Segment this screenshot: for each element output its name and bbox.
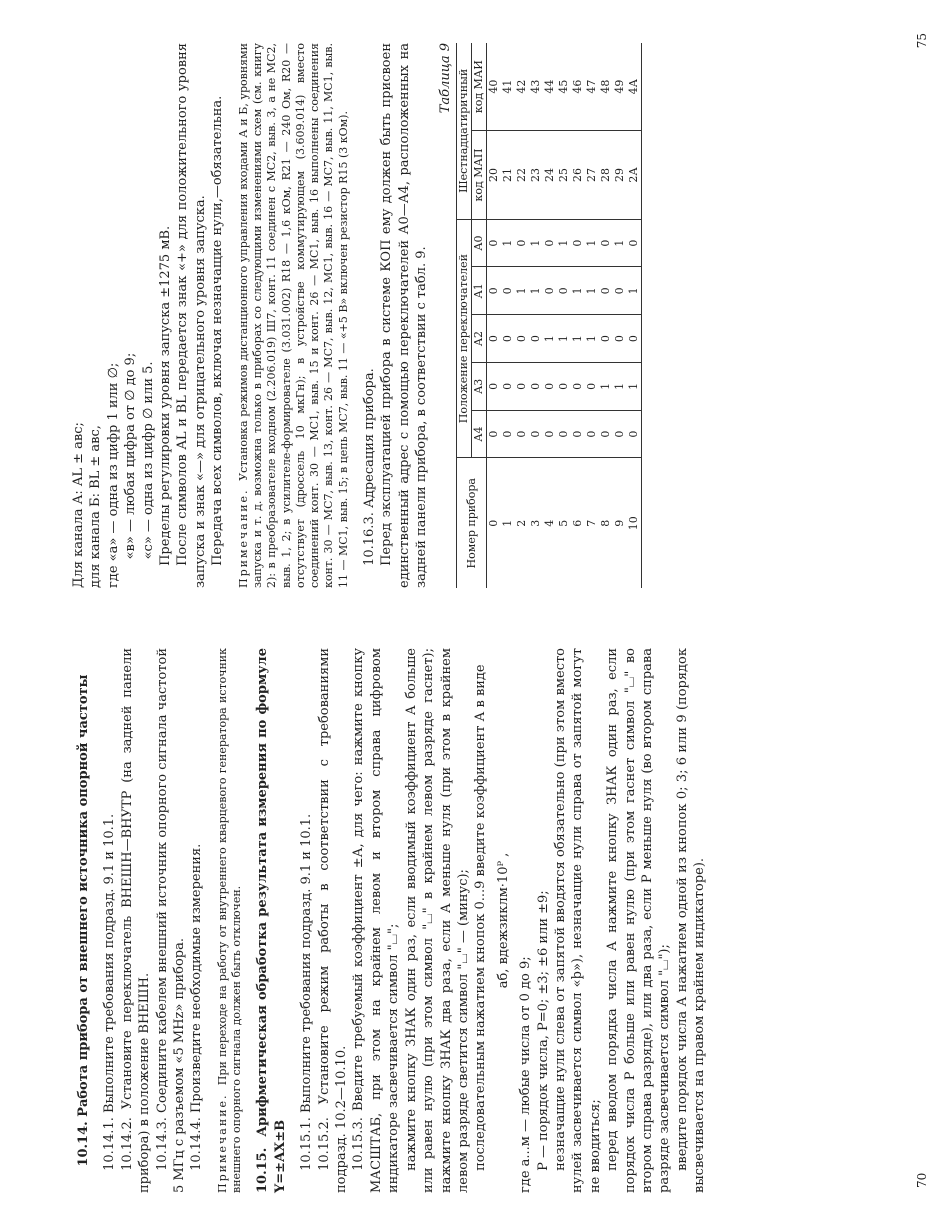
cell-a4: 0 (557, 410, 571, 458)
table-caption: Таблица 9 (437, 43, 453, 114)
header-mai-code: код МАИ (472, 43, 487, 131)
cell-a2: 0 (613, 315, 627, 363)
cell-a2: 1 (585, 315, 599, 363)
paragraph-10-15-3: 10.15.3. Введите требуемый коэффициент ±А, для чего: нажмите кнопку МАСШТАБ, при этом на крайнем левом и втором справа цифровом индикаторе засвечивается символ "⌴"; (351, 648, 402, 1193)
cell-a3: 0 (543, 362, 557, 410)
table-row (585, 43, 599, 588)
cell-mai-code: 47 (585, 43, 599, 131)
cell-a4: 0 (613, 410, 627, 458)
cell-a3: 0 (571, 362, 585, 410)
cell-device-number: 1 (500, 519, 514, 527)
cell-a3: 0 (515, 362, 529, 410)
cell-device-number: 10 (627, 458, 641, 588)
cell-a2: 0 (515, 315, 529, 363)
paragraph-10-15-7: Р — порядок числа, Р=0; ±3; ±6 или ±9; (535, 890, 551, 1171)
section-10-15-title: Арифметическая обработка результата измерения по формуле Y=±AX±B (255, 648, 288, 1193)
right-page-text (70, 43, 642, 588)
cell-mai-code: 42 (515, 43, 529, 131)
cell-a0: 1 (557, 219, 571, 267)
cell-a2: 0 (501, 315, 515, 363)
paragraph-10-14-2: 10.14.2. Установите переключатель ВНЕШН—ВНУТР (на задней панели прибора) в положение ВНЕШН. (119, 648, 153, 1193)
paragraph-level-limits: Пределы регулировки уровня запуска ±1275 мВ. (158, 225, 174, 566)
note-remote-control (237, 43, 351, 588)
cell-a1: 0 (613, 267, 627, 315)
paragraph-10-15-1: 10.15.1. Выполните требования подразд. 9.1 и 10.1. (299, 813, 315, 1171)
cell-a1: 0 (543, 267, 557, 315)
cell-a1: 0 (501, 267, 515, 315)
address-table (456, 43, 642, 588)
address-table-body (487, 43, 642, 588)
channel-b-line: для канала Б: BL ± авс, (88, 425, 104, 588)
table-row (599, 43, 613, 588)
cell-a3: 0 (529, 362, 543, 410)
cell-a0: 1 (501, 219, 515, 267)
section-10-16-3-heading: 10.16.3. Адресация прибора. (362, 368, 378, 566)
cell-mai-code: 4А (627, 43, 641, 131)
cell-a1: 1 (571, 267, 585, 315)
paragraph-10-15-9: перед вводом порядка числа А нажмите кнопку ЗНАК один раз, если порядок числа Р больше или равен нулю (при этом гаснет символ "⌴" во втором справа разряде), или два раза, если Р меньше нуля (во втором справа разряде засвечивается символ "⌴"); (605, 648, 673, 1193)
cell-mai-code: 48 (599, 43, 613, 131)
coefficient-formula: аб, вдежзиклм·10ᴾ , (495, 852, 511, 989)
paragraph-10-14-1: 10.14.1. Выполните требования подразд. 9.1 и 10.1. (102, 813, 118, 1171)
cell-a4: 0 (585, 410, 599, 458)
cell-a2: 0 (529, 315, 543, 363)
cell-map-code: 26 (571, 131, 585, 219)
cell-a3: 1 (613, 362, 627, 410)
cell-a4: 0 (543, 410, 557, 458)
left-page (0, 613, 935, 1213)
cell-a3: 0 (501, 362, 515, 410)
paragraph-10-15-4: нажмите кнопку ЗНАК один раз, если вводимый коэффициент А больше или равен нулю (при этом символ "⌴" в крайнем левом разряде гаснет); нажмите кнопку ЗНАК два раза, если А меньше нуля (при этом в крайнем левом разряде светится символ "⌴" — (минус); (403, 648, 471, 1193)
note-10-14 (216, 648, 245, 1193)
cell-a4: 0 (571, 410, 585, 458)
cell-a1: 1 (529, 267, 543, 315)
paragraph-sign-symbols: После символов AL и BL передается знак «+» для положительного уровня запуска и знак «—» для отрицательного уровня запуска. (175, 43, 208, 588)
cell-a0: 1 (529, 219, 543, 267)
cell-map-code: 24 (543, 131, 557, 219)
paragraph-10-15-5: последовательным нажатием кнопок 0...9 введите коэффициент А в виде (473, 664, 489, 1171)
header-a3: А3 (472, 362, 487, 410)
cell-mai-code: 43 (529, 43, 543, 131)
section-10-15-heading (254, 648, 289, 1193)
cell-device-number: 3 (528, 519, 542, 527)
paragraph-10-15-8: незначащие нули слева от запятой вводятся обязательно (при этом вместо нулей засвечивается символ «þ»), незначащие нули справа от запятой могут не вводиться; (552, 648, 603, 1193)
cell-a2: 0 (599, 315, 613, 363)
left-page-text (70, 648, 709, 1193)
cell-device-number: 7 (584, 519, 598, 527)
header-switch-positions: Положение переключателей (457, 219, 472, 458)
cell-a0: 0 (515, 219, 529, 267)
cell-a0: 1 (585, 219, 599, 267)
cell-device-number: 2 (514, 519, 528, 527)
digit-b-line: «в» — любая цифра от ∅ до 9; (123, 352, 139, 560)
channel-a-line: Для канала А: AL ± авс; (71, 422, 86, 588)
cell-device-number: 4 (542, 519, 556, 527)
cell-a4: 0 (627, 410, 641, 458)
cell-device-number: 0 (487, 519, 500, 527)
cell-map-code: 20 (487, 131, 501, 219)
cell-a0: 0 (627, 219, 641, 267)
cell-map-code: 27 (585, 131, 599, 219)
cell-a3: 0 (557, 362, 571, 410)
cell-device-number: 6 (570, 519, 584, 527)
header-device-number: Номер прибора (457, 458, 487, 588)
paragraph-10-15-10: введите порядок числа А нажатием одной из кнопок 0; 3; 6 или 9 (порядок высвечивается на правом крайнем индикаторе). (674, 648, 708, 1193)
table-row (627, 43, 641, 588)
paragraph-addressing: Перед эксплуатацией прибора в системе КОП ему должен быть присвоен единственный адрес с помощью переключателей А0—А4, расположенных на задней панели прибора, в соответствии с табл. 9. (379, 43, 430, 588)
cell-device-number: 5 (556, 519, 570, 527)
cell-a2: 0 (487, 315, 501, 363)
cell-a0: 0 (487, 219, 501, 267)
cell-a3: 1 (627, 362, 641, 410)
cell-a0: 0 (543, 219, 557, 267)
table-row (487, 43, 501, 588)
section-10-14-heading: 10.14. Работа прибора от внешнего источника опорной частоты (76, 674, 91, 1167)
paragraph-10-15-6: где а...м — любые числа от 0 до 9; (518, 956, 534, 1193)
header-a0: А0 (472, 219, 487, 267)
cell-a2: 0 (627, 315, 641, 363)
cell-map-code: 23 (529, 131, 543, 219)
cell-a2: 1 (557, 315, 571, 363)
paragraph-10-14-4: 10.14.4. Произведите необходимые измерения. (189, 843, 205, 1171)
cell-a2: 1 (571, 315, 585, 363)
cell-a3: 0 (585, 362, 599, 410)
cell-a3: 0 (487, 362, 501, 410)
cell-a4: 0 (515, 410, 529, 458)
cell-a4: 0 (599, 410, 613, 458)
header-a2: А2 (472, 315, 487, 363)
cell-mai-code: 45 (557, 43, 571, 131)
paragraph-10-15-2: 10.15.2. Установите режим работы в соответствии с требованиями подразд. 10.2—10.10. (316, 648, 350, 1193)
cell-map-code: 28 (599, 131, 613, 219)
cell-map-code: 2А (627, 131, 641, 219)
cell-mai-code: 44 (543, 43, 557, 131)
header-hexadecimal: Шестнадцатиричный (457, 43, 472, 219)
note-text: При переходе на работу от внутреннего кварцевого генератора источник внешнего опорного сигнала должен быть отключен. (215, 648, 244, 1193)
cell-a3: 1 (599, 362, 613, 410)
cell-a0: 1 (613, 219, 627, 267)
cell-device-number: 9 (612, 519, 626, 527)
cell-a2: 1 (543, 315, 557, 363)
cell-map-code: 22 (515, 131, 529, 219)
paragraph-zeros-transfer: Передача всех символов, включая незначащие нули,—обязательна. (210, 95, 226, 566)
right-page (0, 8, 935, 608)
cell-a1: 1 (515, 267, 529, 315)
cell-a1: 0 (557, 267, 571, 315)
cell-a0: 0 (599, 219, 613, 267)
note-label: Примечание. (215, 1093, 229, 1193)
cell-device-number: 8 (598, 519, 612, 527)
page-number-left: 70 (915, 1172, 929, 1188)
table-row (571, 43, 585, 588)
cell-map-code: 29 (613, 131, 627, 219)
cell-a4: 0 (501, 410, 515, 458)
table-row (529, 43, 543, 588)
table-row (543, 43, 557, 588)
digit-c-line: «с» — одна из цифр ∅ или 5. (140, 361, 156, 560)
cell-a1: 0 (487, 267, 501, 315)
note-label: Примечание. (236, 488, 250, 588)
cell-map-code: 21 (501, 131, 515, 219)
cell-mai-code: 49 (613, 43, 627, 131)
page-number-right: 75 (915, 33, 929, 49)
header-map-code: код МАП (472, 131, 487, 219)
digit-a-line: где «а» — одна из цифр 1 или ∅; (105, 362, 121, 588)
table-row (557, 43, 571, 588)
section-10-15-number: 10.15. (255, 1147, 271, 1193)
cell-map-code: 25 (557, 131, 571, 219)
cell-a4: 0 (529, 410, 543, 458)
cell-mai-code: 46 (571, 43, 585, 131)
table-row (515, 43, 529, 588)
cell-a1: 0 (599, 267, 613, 315)
header-a4: А4 (472, 410, 487, 458)
cell-mai-code: 40 (487, 43, 501, 131)
cell-a1: 1 (627, 267, 641, 315)
paragraph-10-14-3: 10.14.3. Соедините кабелем внешний источник опорного сигнала частотой 5 МГц с разъемом «5 MHz» прибора. (154, 648, 188, 1193)
cell-a1: 1 (585, 267, 599, 315)
note-text: Установка режимов дистанционного управления входами А и Б, уровнями запуска и т. д. возможна только в приборах со следующими изменениями схем (см. книгу 2): в преобразователе входном (2.206.019) Ш7, конт. 11 соединен с МС2, выв. 3, а не МС2, выв. 1, 2; в усилителе-формирователе (3.031.002) R18 — 1,6 кОм, R21 — 240 Ом, R20 — отсутствует (дроссель 10 мкГн); в устройстве коммутирующем (3.609.014) вместо соединений конт. 30 — МС1, выв. 15 и конт. 26 — МС1, выв. 16 выполнены соединения конт. 30 — МС7, выв. 13, конт. 26 — МС7, выв. 12, МС1, выв. 16 — МС7, выв. 11, МС1, выв. 11 — МС1, выв. 15; в цепь МС7, выв. 11 — «+5 В» включен резистор R15 (3 кОм). (236, 43, 350, 588)
table-row (613, 43, 627, 588)
cell-a0: 0 (571, 219, 585, 267)
header-a1: А1 (472, 267, 487, 315)
cell-mai-code: 41 (501, 43, 515, 131)
cell-a4: 0 (487, 410, 501, 458)
table-row (501, 43, 515, 588)
